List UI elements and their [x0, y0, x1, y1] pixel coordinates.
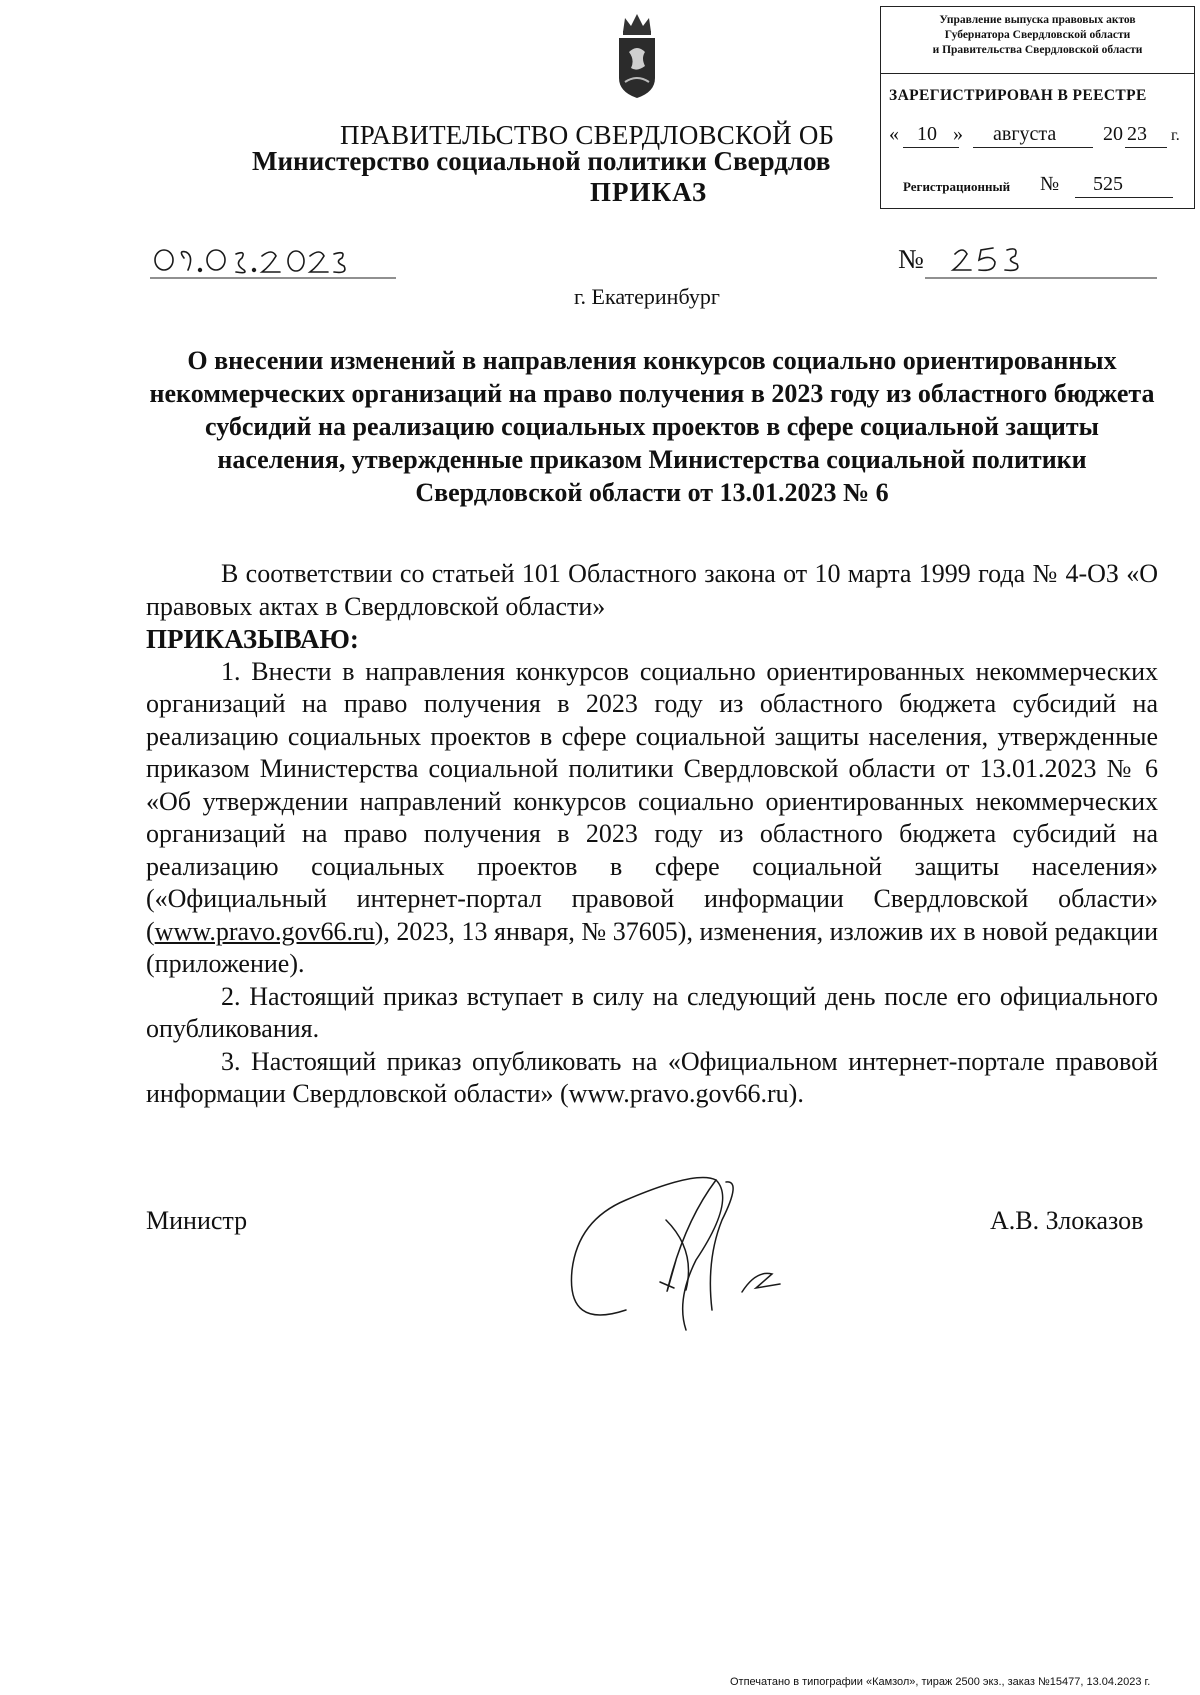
stamp-date	[889, 123, 1189, 149]
handwritten-number-ink	[925, 242, 1157, 282]
item-2: 2. Настоящий приказ вступает в силу на следующий день после его официального опубликования.	[146, 981, 1158, 1043]
coat-of-arms-icon	[615, 12, 659, 100]
stamp-divider	[881, 73, 1194, 74]
stamp-open-quote: «	[889, 123, 899, 145]
stamp-month: августа	[993, 123, 1057, 145]
item-1	[146, 656, 1158, 981]
government-title: ПРАВИТЕЛЬСТВО СВЕРДЛОВСКОЙ ОБ	[340, 120, 835, 150]
signatory-role: Министр	[146, 1206, 248, 1235]
document-body	[146, 558, 1158, 1111]
stamp-year-suffix: 23	[1127, 123, 1147, 145]
stamp-no-sign: №	[1040, 173, 1060, 195]
city: г. Екатеринбург	[574, 284, 720, 309]
stamp-day: 10	[917, 123, 937, 145]
document-title: О внесении изменений в направления конкурсов социально ориентированных некоммерческих организаций на право получения в 2023 году из областного бюджета субсидий на реализацию социальных проектов в сфере социальной защиты населения, утвержденные приказом Министерства социальной политики Свердловской области от 13.01.2023 № 6	[149, 346, 1155, 507]
stamp-reg-number: 525	[1093, 173, 1123, 195]
stamp-year-unit: г.	[1171, 127, 1180, 144]
stamp-reg-underline	[1075, 197, 1173, 198]
stamp-month-underline	[973, 147, 1093, 148]
stamp-registered-label: ЗАРЕГИСТРИРОВАН В РЕЕСТРЕ	[889, 87, 1147, 104]
stamp-line-2: Губернатора Свердловской области	[944, 29, 1131, 41]
signature-ink	[566, 1160, 866, 1340]
preamble: В соответствии со статьей 101 Областного закона от 10 марта 1999 года № 4-ОЗ «О правовых актах в Свердловской области»	[146, 559, 1158, 621]
decree-heading: ПРИКАЗЫВАЮ:	[146, 624, 359, 654]
item-1-text-end: ), 2023, 13 января, № 37605), изменения, изложив их в новой редакции (приложение).	[146, 916, 1158, 978]
signature-image	[566, 1160, 866, 1340]
signatory-name: А.В. Злоказов	[990, 1206, 1144, 1235]
order-date-handwritten	[150, 246, 396, 280]
handwritten-date-ink	[150, 246, 396, 280]
stamp-year-prefix: 20	[1103, 123, 1123, 145]
stamp-line-3: и Правительства Свердловской области	[932, 44, 1143, 56]
stamp-day-underline	[903, 147, 959, 148]
stamp-registration-number	[903, 173, 1183, 199]
stamp-close-quote: »	[953, 123, 963, 145]
stamp-reg-label: Регистрационный	[903, 179, 1011, 194]
item-1-text: 1. Внести в направления конкурсов социально ориентированных некоммерческих организаций на право получения в 2023 году из областного бюджета субсидий на реализацию социальных проектов в сфере социальной защиты населения, утвержденные приказом Министерства социальной политики Свердловской области от 13.01.2023 № 6 «Об утверждении направлений конкурсов социально ориентированных некоммерческих организаций на право получения в 2023 году из областного бюджета субсидий на реализацию социальных проектов в сфере социальной защиты населения» («Официальный интернет-портал правовой информации Свердловской области» (	[146, 656, 1158, 946]
stamp-line-1: Управление выпуска правовых актов	[939, 14, 1136, 26]
order-number-label: №	[898, 244, 924, 274]
item-3: 3. Настоящий приказ опубликовать на «Официальном интернет-портале правовой информации Свердловской области» (www.pravo.gov66.ru).	[146, 1046, 1158, 1108]
item-1-link[interactable]: www.pravo.gov66.ru	[154, 916, 375, 946]
ministry-title: Министерство социальной политики Свердлов	[252, 146, 831, 176]
registry-stamp	[880, 6, 1195, 209]
print-note: Отпечатано в типографии «Камзол», тираж 2500 экз., заказ №15477, 13.04.2023 г.	[730, 1676, 1151, 1688]
stamp-year-underline	[1125, 147, 1167, 148]
document-type: ПРИКАЗ	[590, 177, 708, 207]
order-number-handwritten	[925, 242, 1157, 282]
stamp-issuer	[881, 13, 1194, 58]
